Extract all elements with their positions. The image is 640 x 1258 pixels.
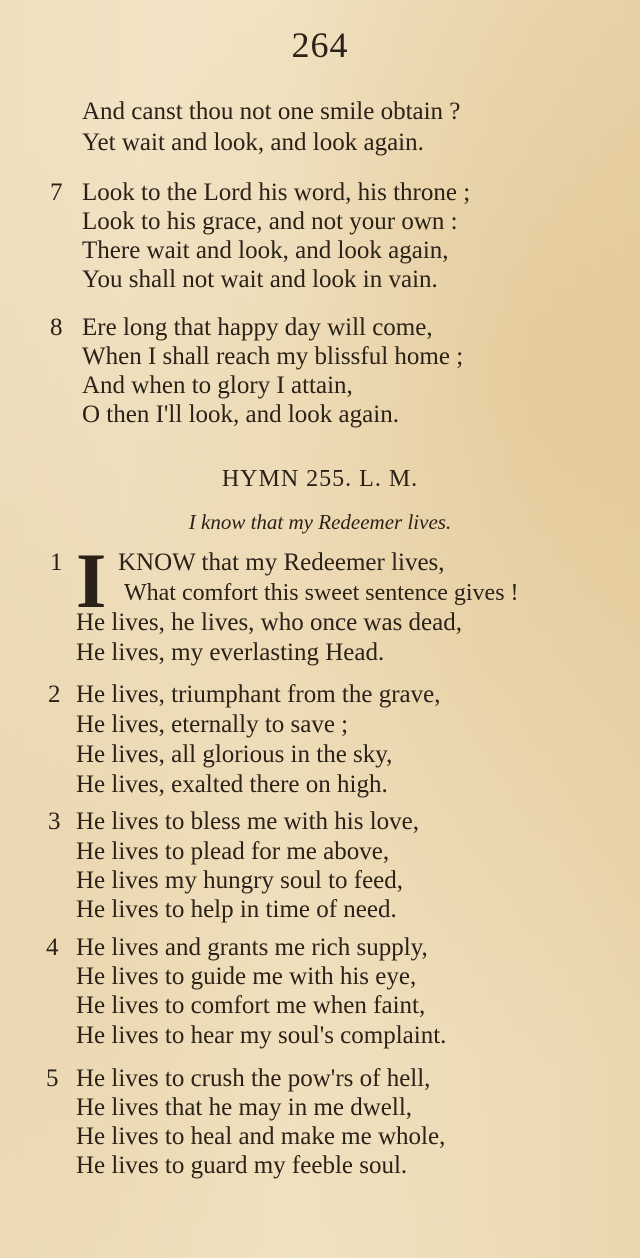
verse-line: He lives to heal and make me whole,	[76, 1123, 446, 1150]
verse-line: He lives to guide me with his eye,	[76, 963, 417, 990]
verse-line: He lives, triumphant from the grave,	[76, 681, 441, 708]
verse-line: He lives to plead for me above,	[76, 838, 390, 865]
verse-line: Look to his grace, and not your own :	[82, 208, 458, 235]
hymn-title: HYMN 255. L. M.	[221, 466, 419, 492]
verse-number: 2	[48, 681, 61, 708]
verse-number: 4	[46, 934, 59, 961]
verse-line: He lives that he may in me dwell,	[76, 1094, 413, 1121]
verse-line: He lives and grants me rich supply,	[76, 934, 428, 961]
verse-line: What comfort this sweet sentence gives !	[124, 580, 519, 606]
verse-line: And when to glory I attain,	[82, 372, 353, 399]
verse-line: KNOW that my Redeemer lives,	[118, 549, 445, 576]
verse-line: When I shall reach my blissful home ;	[82, 343, 464, 370]
verse-line: He lives to bless me with his love,	[76, 808, 420, 835]
verse-line: He lives, all glorious in the sky,	[76, 741, 393, 768]
verse-line: He lives, exalted there on high.	[76, 771, 388, 798]
verse-line: He lives to crush the pow'rs of hell,	[76, 1065, 431, 1092]
hymn-subtitle: I know that my Redeemer lives.	[188, 510, 452, 534]
drop-cap: I	[76, 537, 107, 624]
verse-line: He lives to help in time of need.	[76, 896, 397, 923]
verse-number: 7	[50, 179, 63, 206]
verse-line: O then I'll look, and look again.	[82, 401, 399, 428]
verse-number: 3	[48, 808, 61, 835]
verse-number: 8	[50, 314, 63, 341]
verse-line: Yet wait and look, and look again.	[82, 129, 424, 156]
verse-line: He lives to comfort me when faint,	[76, 992, 426, 1019]
verse-number: 5	[46, 1065, 59, 1092]
verse-line: He lives, my everlasting Head.	[76, 639, 385, 666]
verse-line: He lives to guard my feeble soul.	[76, 1152, 408, 1179]
verse-line: He lives to hear my soul's complaint.	[76, 1022, 447, 1049]
verse-line: There wait and look, and look again,	[82, 237, 449, 264]
verse-line: And canst thou not one smile obtain ?	[82, 98, 461, 125]
verse-line: He lives, eternally to save ;	[76, 711, 349, 738]
verse-line: He lives, he lives, who once was dead,	[76, 609, 462, 636]
verse-number: 1	[50, 549, 63, 576]
verse-line: Ere long that happy day will come,	[82, 314, 433, 341]
verse-line: Look to the Lord his word, his throne ;	[82, 179, 471, 206]
verse-line: He lives my hungry soul to feed,	[76, 867, 404, 894]
page-number: 264	[291, 25, 349, 65]
verse-line: You shall not wait and look in vain.	[82, 266, 438, 293]
